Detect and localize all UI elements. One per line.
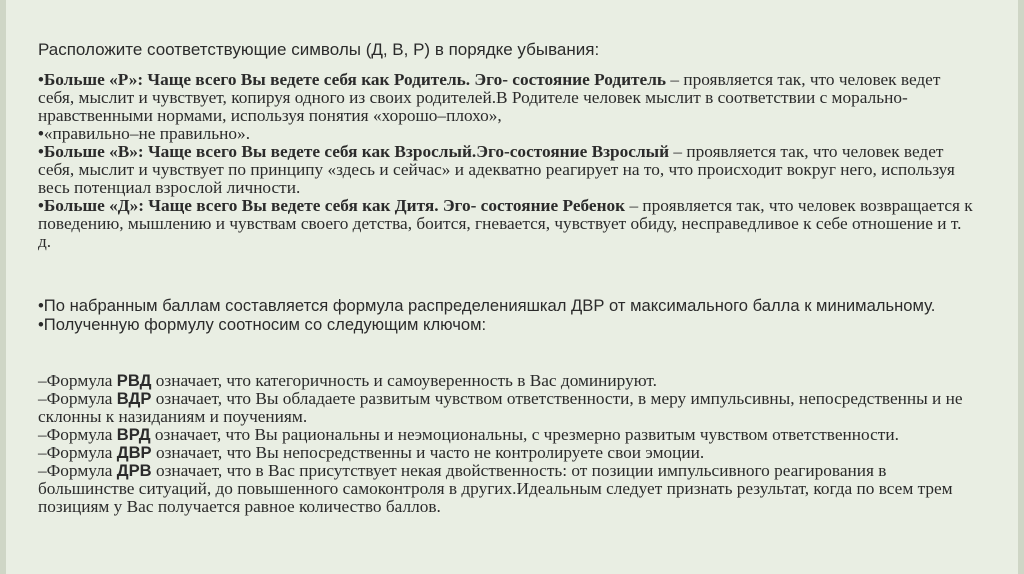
formula-code: ДРВ (116, 461, 152, 480)
formula-instruction-1: •По набранным баллам составляется формула распределенияшкал ДВР от максимального балла к минимальному. (38, 296, 936, 315)
parent-description: •Больше «Р»: Чаще всего Вы ведете себя как Родитель. Эго- состояние Родитель – проявляется так, что человек ведет себя, мыслит и чувствует, копируя одного из своих родителей.В Родителе человек мыслит в соответствии с морально- нравственными нормами, используя понятия «хорошо–плохо», (38, 70, 941, 125)
child-text: – проявляется так, что человек возвращается к поведению, мышлению и чувствам своего детства, боится, гневается, чувствует обиду, несправедливое к себе отношение и т. д. (38, 196, 973, 251)
adult-description: •Больше «В»: Чаще всего Вы ведете себя как Взрослый.Эго-состояние Взрослый – проявляется так, что человек ведет себя, мыслит и чувствует по принципу «здесь и сейчас» и адекватно реагирует на то, что происходит вокруг него, используя весь потенциал взрослой личности. (38, 142, 955, 197)
ego-state-descriptions (38, 71, 978, 251)
formula-drv: –Формула ДРВ означает, что в Вас присутствует некая двойственность: от позиции импульсивного реагирования в большинстве ситуаций, до повышенного самоконтроля в других.Идеальным следует признать результат, когда по всем трем позициям у Вас получается равное количество баллов. (38, 461, 953, 516)
formula-code: ДВР (116, 443, 152, 462)
adult-text: – проявляется так, что человек ведет себя, мыслит и чувствует по принципу «здесь и сейчас» и адекватно реагирует на то, что происходит вокруг него, используя весь потенциал взрослой личности. (38, 142, 955, 197)
child-description: •Больше «Д»: Чаще всего Вы ведете себя как Дитя. Эго- состояние Ребенок – проявляется так, что человек возвращается к поведению, мышлению и чувствам своего детства, боится, гневается, чувствует обиду, несправедливое к себе отношение и т. д. (38, 196, 973, 251)
formula-code: ВДР (116, 389, 152, 408)
parent-description-cont: •«правильно–не правильно». (38, 124, 251, 143)
intro-heading: Расположите соответствующие символы (Д, В, Р) в порядке убывания: (38, 40, 600, 59)
parent-text: – проявляется так, что человек ведет себя, мыслит и чувствует, копируя одного из своих родителей.В Родителе человек мыслит в соответствии с морально- нравственными нормами, используя понятия «хорошо–плохо», (38, 70, 941, 125)
formula-dvr: –Формула ДВР означает, что Вы непосредственны и часто не контролируете свои эмоции. (38, 443, 705, 462)
formula-rvd: –Формула РВД означает, что категоричность и самоуверенность в Вас доминируют. (38, 371, 657, 390)
adult-label: Больше «В»: Чаще всего Вы ведете себя как Взрослый.Эго-состояние Взрослый (43, 142, 670, 161)
formula-code: РВД (116, 371, 152, 390)
formula-instructions (38, 296, 978, 334)
formula-vrd: –Формула ВРД означает, что Вы рациональны и неэмоциональны, с чрезмерно развитым чувством ответственности. (38, 425, 899, 444)
parent-label: Больше «Р»: Чаще всего Вы ведете себя как Родитель. Эго- состояние Родитель (43, 70, 667, 89)
formula-vdr: –Формула ВДР означает, что Вы обладаете развитым чувством ответственности, в меру импульсивны, непосредственны и не склонны к назиданиям и поучениям. (38, 389, 963, 426)
child-label: Больше «Д»: Чаще всего Вы ведете себя как Дитя. Эго- состояние Ребенок (43, 196, 626, 215)
formula-key-list (38, 372, 978, 516)
formula-instruction-2: •Полученную формулу соотносим со следующим ключом: (38, 315, 487, 334)
formula-code: ВРД (116, 425, 151, 444)
